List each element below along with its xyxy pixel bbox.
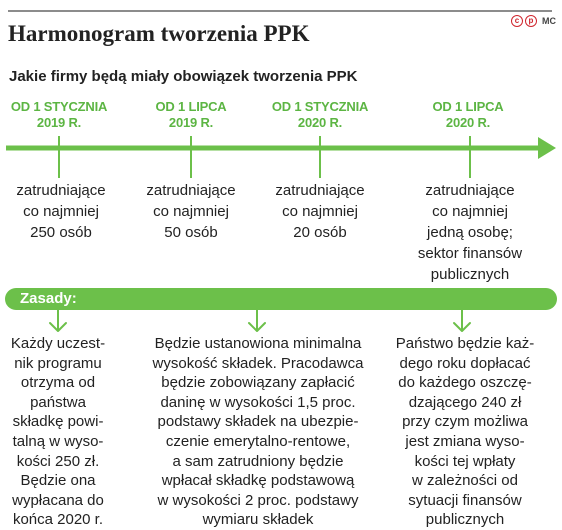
author-initials: MC: [542, 16, 556, 26]
down-arrow-icon: [50, 310, 66, 331]
rule-1: Każdy uczest- nik programu otrzyma od państwa składkę powi- talną w wyso- kości 250 zł. Będzie ona wypłacana do końca 2020 r.: [10, 335, 106, 529]
phase-description-2: zatrudniające co najmniej 50 osób: [146, 182, 236, 241]
subtitle: Jakie firmy będą miały obowiązek tworzenia PPK: [9, 68, 358, 85]
timeline-date-3: [255, 99, 385, 131]
date-label: OD 1 STYCZNIA 2019 R.: [10, 99, 108, 130]
date-label: OD 1 LIPCA 2019 R.: [155, 99, 227, 130]
p-icon: p: [525, 15, 537, 27]
down-arrow-icon: [249, 310, 265, 331]
copyright-icon: c: [511, 15, 523, 27]
timeline-date-2: [126, 99, 256, 131]
phase-description-1: zatrudniające co najmniej 250 osób: [16, 182, 106, 241]
rule-3: Państwo będzie każ- dego roku dopłacać do każdego oszczę- dzającego 240 zł przy czym możliwa jest zmiana wyso- kości tej wpłaty w zależności od sytuacji finansów publicznych: [395, 335, 535, 529]
rules-label: Zasady:: [20, 290, 77, 307]
timeline-date-1: [0, 99, 124, 131]
rule-2: Będzie ustanowiona minimalna wysokość składek. Pracodawca będzie zobowiązany zapłacić daninę w wysokości 1,5 proc. podstawy składek na ubezpie- czenie emerytalno-rentowe, a sam zatrudniony będzie wpłacał składkę podstawową w wysokości 2 proc. podstawy wymiaru składek: [152, 335, 364, 529]
phase-description-4: zatrudniające co najmniej jedną osobę; sektor finansów publicznych: [417, 182, 523, 283]
timeline-arrowhead: [538, 137, 556, 159]
phase-description-3: zatrudniające co najmniej 20 osób: [275, 182, 365, 241]
timeline-date-4: [403, 99, 533, 131]
date-label: OD 1 LIPCA 2020 R.: [432, 99, 504, 130]
page-title: Harmonogram tworzenia PPK: [8, 21, 310, 46]
date-label: OD 1 STYCZNIA 2020 R.: [271, 99, 369, 130]
rules-bar: [5, 288, 557, 310]
down-arrow-icon: [454, 310, 470, 331]
